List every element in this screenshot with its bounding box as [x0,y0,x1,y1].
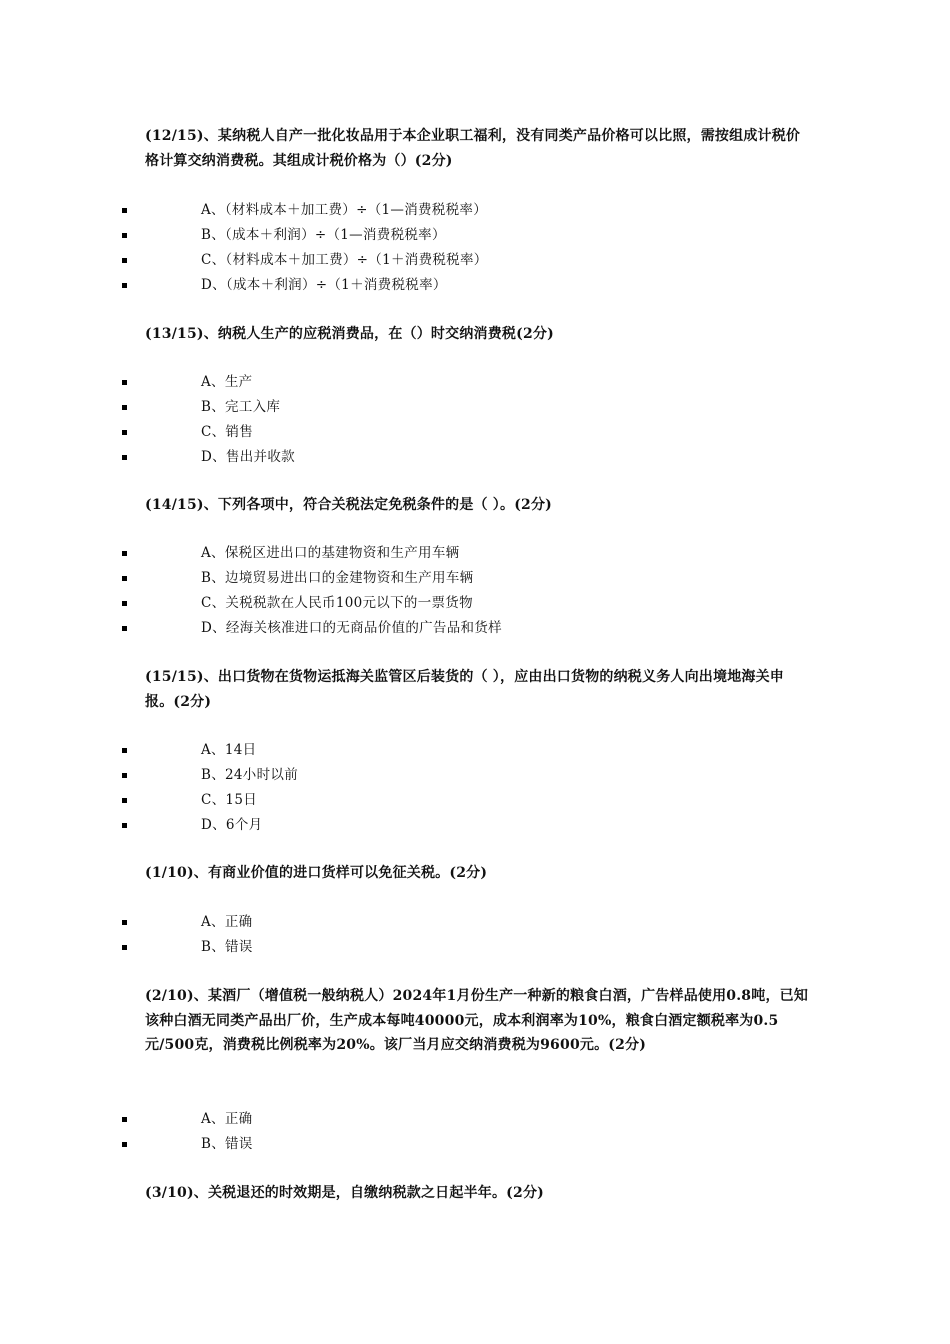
option-c[interactable] [0,248,950,273]
option-label: A、14日 [201,742,257,758]
option-label: C、（材料成本＋加工费）÷（1＋消费税税率） [201,252,488,268]
option-a[interactable] [0,198,950,223]
option-label: B、24小时以前 [201,767,298,783]
bullet-icon [122,455,127,460]
option-label: B、错误 [201,939,253,955]
option-d[interactable] [0,616,950,641]
question-3-of-10: (3/10)、关税退还的时效期是，自缴纳税款之日起半年。(2分) [145,1185,544,1201]
option-a[interactable] [0,738,950,763]
option-d[interactable] [0,813,950,838]
option-label: B、错误 [201,1136,253,1152]
option-label: A、生产 [201,374,253,390]
question-2-of-10: (2/10)、某酒厂（增值税一般纳税人）2024年1月份生产一种新的粮食白酒，广告样品使用0.8吨，已知该种白酒无同类产品出厂价，生产成本每吨40000元，成本利润率为10%，粮食白酒定额税率为0.5元/500克，消费税比例税率为20%。该厂当月应交纳消费税为9600元。(2分) [145,988,809,1053]
option-label: D、（成本＋利润）÷（1＋消费税税率） [201,277,447,293]
question-15-of-15: (15/15)、出口货物在货物运抵海关监管区后装货的（ ），应由出口货物的纳税义务人向出境地海关申报。(2分) [145,669,784,710]
option-a[interactable] [0,910,950,935]
bullet-icon [122,208,127,213]
bullet-icon [122,920,127,925]
option-label: C、关税税款在人民币100元以下的一票货物 [201,595,473,611]
question-12-of-15: (12/15)、某纳税人自产一批化妆品用于本企业职工福利，没有同类产品价格可以比照，需按组成计税价格计算交纳消费税。其组成计税价格为（）(2分) [145,128,801,169]
bullet-icon [122,283,127,288]
option-label: B、边境贸易进出口的金建物资和生产用车辆 [201,570,474,586]
bullet-icon [122,626,127,631]
bullet-icon [122,258,127,263]
option-b[interactable] [0,223,950,248]
option-d[interactable] [0,445,950,470]
option-label: B、（成本＋利润）÷（1—消费税税率） [201,227,446,243]
option-label: C、销售 [201,424,254,440]
bullet-icon [122,380,127,385]
option-b[interactable] [0,566,950,591]
bullet-icon [122,233,127,238]
bullet-icon [122,551,127,556]
option-c[interactable] [0,420,950,445]
option-c[interactable] [0,788,950,813]
bullet-icon [122,798,127,803]
option-a[interactable] [0,1107,950,1132]
question-1-of-10: (1/10)、有商业价值的进口货样可以免征关税。(2分) [145,865,488,881]
question-14-of-15: (14/15)、下列各项中，符合关税法定免税条件的是（ ）。(2分) [145,497,552,513]
option-label: D、售出并收款 [201,449,295,465]
option-b[interactable] [0,935,950,960]
option-label: B、完工入库 [201,399,281,415]
option-label: A、（材料成本＋加工费）÷（1—消费税税率） [201,202,487,218]
options-question-13 [0,370,950,470]
bullet-icon [122,773,127,778]
bullet-icon [122,748,127,753]
option-label: A、正确 [201,1111,253,1127]
options-question-2 [0,1107,950,1157]
options-question-1 [0,910,950,960]
bullet-icon [122,823,127,828]
bullet-icon [122,1117,127,1122]
option-label: D、经海关核准进口的无商品价值的广告品和货样 [201,620,502,636]
option-b[interactable] [0,395,950,420]
bullet-icon [122,1142,127,1147]
bullet-icon [122,945,127,950]
bullet-icon [122,576,127,581]
option-a[interactable] [0,541,950,566]
options-question-12 [0,198,950,298]
option-a[interactable] [0,370,950,395]
options-question-15 [0,738,950,838]
option-label: C、15日 [201,792,258,808]
bullet-icon [122,430,127,435]
option-b[interactable] [0,1132,950,1157]
option-label: A、保税区进出口的基建物资和生产用车辆 [201,545,460,561]
option-label: D、6个月 [201,817,263,833]
question-13-of-15: (13/15)、纳税人生产的应税消费品，在（）时交纳消费税(2分) [145,326,554,342]
bullet-icon [122,601,127,606]
options-question-14 [0,541,950,641]
bullet-icon [122,405,127,410]
option-c[interactable] [0,591,950,616]
option-b[interactable] [0,763,950,788]
option-label: A、正确 [201,914,253,930]
option-d[interactable] [0,273,950,298]
